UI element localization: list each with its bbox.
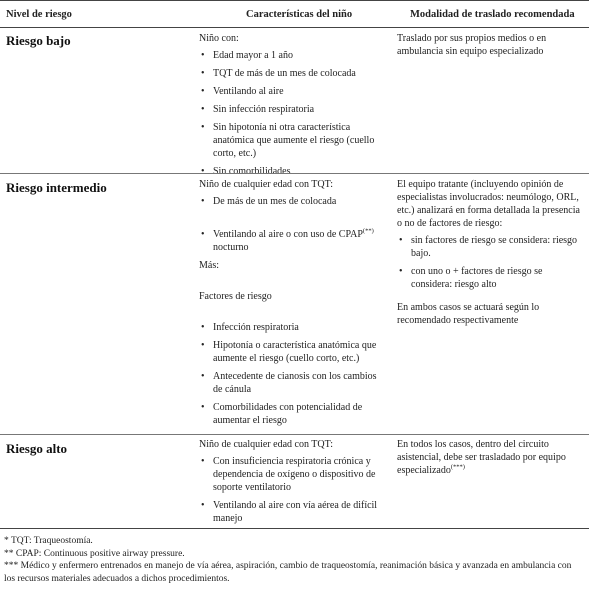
row-alto-intro: Niño de cualquier edad con TQT: [199,439,333,450]
list-item: • Sin comorbilidades [201,166,291,177]
list-item: • TQT de más de un mes de colocada [201,68,356,79]
list-item: • Hipotonía o característica anatómica que aumente el riesgo (cuello corto, etc.) [201,340,377,364]
row-intermedio-characteristics [199,178,385,432]
row-intermedio-text: El equipo tratante (incluyendo opinión de especialistas involucrados: neumólogo, ORL, etc.) analizará en forma detallada la presencia o no de factores de riesgo: [397,179,580,229]
list-item: • sin factores de riesgo se considera: riesgo bajo. [399,235,578,259]
list-item: • Comorbilidades con potencialidad de aumentar el riesgo [201,402,363,426]
list-item: • Edad mayor a 1 año [201,50,293,61]
level-riesgo-intermedio: Riesgo intermedio [6,180,107,195]
footnote-tqt: * TQT: Traqueostomía. [4,536,93,546]
header-caracteristicas: Características del niño [246,9,353,20]
table-bottom-border [0,528,589,529]
list-item: • Ventilando al aire [201,86,284,97]
row-intermedio-intro: Niño de cualquier edad con TQT: [199,179,333,190]
row-intermedio-text2: En ambos casos se actuará según lo recomendado respectivamente [397,302,540,326]
row-alto-modalidad: En todos los casos, dentro del circuito asistencial, debe ser trasladado por equipo especializado(***) [397,439,566,476]
row-bajo-modalidad: Traslado por sus propios medios o en ambulancia sin equipo especializado [397,33,547,57]
list-item: • Sin infección respiratoria [201,104,315,115]
table-header [0,0,589,28]
list-item: • Con insuficiencia respiratoria crónica y dependencia de oxígeno o dispositivo de soporte ventilatorio [201,456,376,493]
list-item: • De más de un mes de colocada [201,196,337,207]
header-nivel: Nivel de riesgo [6,9,72,20]
factores-label: Factores de riesgo [199,291,272,302]
header-modalidad: Modalidad de traslado recomendada [410,9,575,20]
row-intermedio-modalidad [397,178,583,331]
list-item: • con uno o + factores de riesgo se considera: riesgo alto [399,266,543,290]
footnote-equipo: *** Médico y enfermero entrenados en manejo de vía aérea, aspiración, cambio de traqueostomía, reanimación básica y avanzada en ambulancia con los recursos materiales adecuados a dichos procedimientos. [4,561,572,584]
row-bajo-characteristics [199,32,385,183]
row-divider [0,173,589,174]
row-alto-characteristics [199,438,385,530]
mas-label: Más: [199,260,219,271]
footnotes [4,535,584,585]
list-item: • Antecedente de cianosis con los cambios de cánula [201,371,377,395]
list-item: • Sin hipotonía ni otra característica anatómica que aumente el riesgo (cuello corto, etc.) [201,122,375,159]
row-bajo-intro: Niño con: [199,33,239,44]
footnote-cpap: ** CPAP: Continuous positive airway pressure. [4,548,185,559]
level-riesgo-alto: Riesgo alto [6,441,68,456]
row-divider [0,434,589,435]
list-item: • Ventilando al aire o con uso de CPAP(**) nocturno [201,227,374,253]
list-item: • Ventilando al aire con vía aérea de difícil manejo [201,500,378,524]
level-riesgo-bajo: Riesgo bajo [6,33,71,48]
list-item: • Infección respiratoria [201,322,299,333]
